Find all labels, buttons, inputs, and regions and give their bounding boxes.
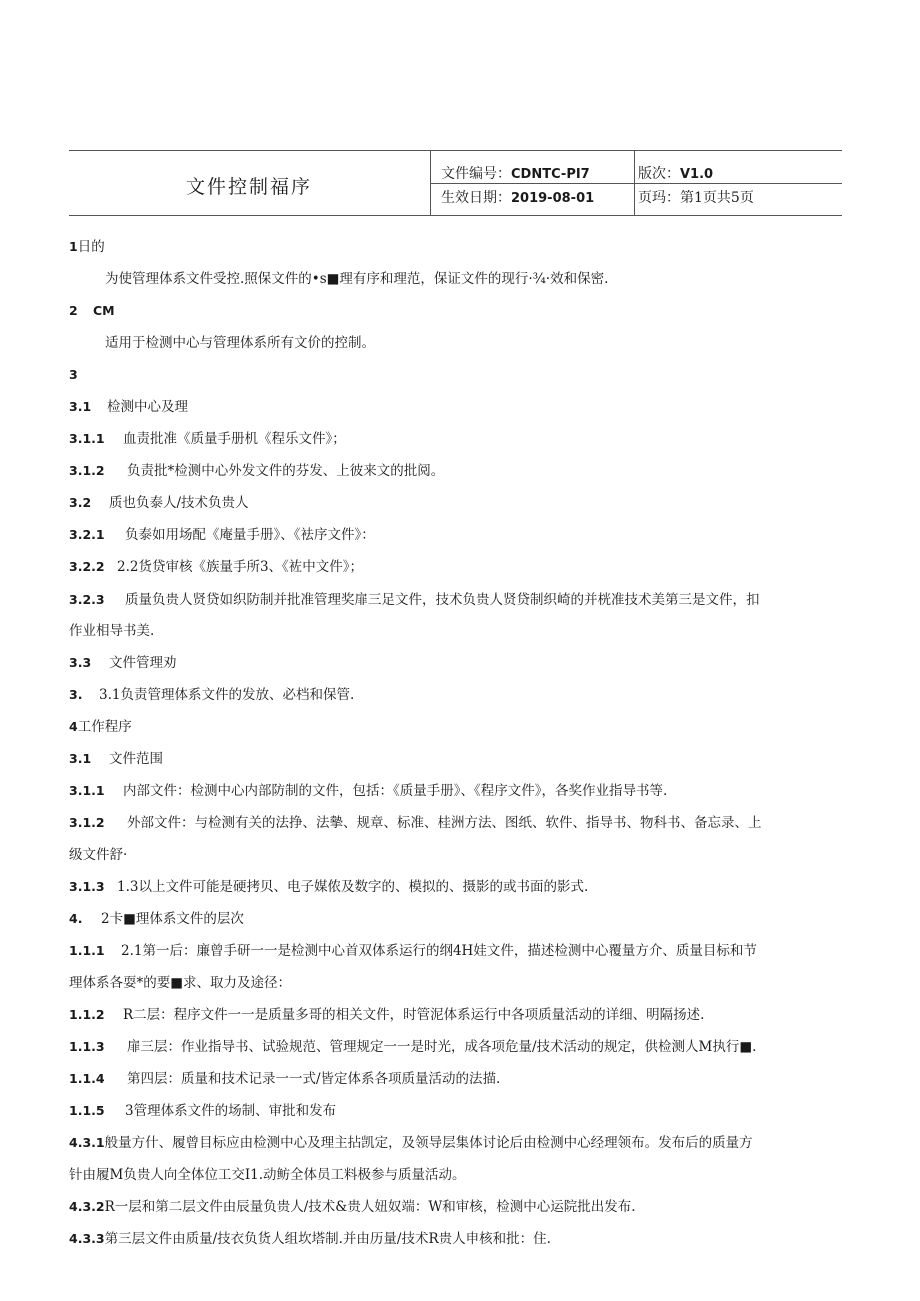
section-number: 3.1.1: [69, 431, 105, 446]
paragraph-text: 为使管理体系文件受控.照保文件的•s■理有序和理范，保证文件的现行·¾·效和保密.: [105, 271, 609, 287]
list-item: [69, 1006, 704, 1024]
page-info-label: 页玛：: [638, 190, 680, 206]
section-text: 内部文件：检测中心内部防制的文件，包括：《质量手册》、《程序文件》，各奖作业指导书等.: [123, 783, 668, 799]
list-item: [69, 462, 444, 480]
effective-date-value: 2019-08-01: [511, 191, 595, 206]
section-text: R二层：程序文件一一是质量多哥的相关文件，时管泥体系运行中各项质量活动的详细、明隔扬述.: [123, 1007, 705, 1023]
list-item: [69, 910, 244, 928]
section-number: 1.1.3: [69, 1039, 105, 1054]
section-text: 作业相导书美.: [69, 623, 155, 639]
header-top-rule: [69, 150, 842, 151]
list-item: [69, 494, 249, 512]
section-text: 2.1第一后：廉曾手研一一是检测中心首双体系运行的纲4H娃文件，描述检测中心覆量方介、质量目标和节: [121, 943, 757, 959]
section-number: 3.3: [69, 655, 92, 670]
heading-3: [69, 366, 78, 384]
section-text: 2.2货贷审核《族量手所3、《袏中文件》；: [117, 559, 364, 575]
section-text: CM: [93, 303, 115, 318]
section-text: 文件范围: [109, 751, 163, 767]
doc-number-value: CDNTC-PI7: [511, 167, 590, 182]
page-info-value: 第1页共5页: [680, 190, 754, 206]
page-info: [638, 189, 754, 207]
section-number: 3.1.1: [69, 783, 105, 798]
section-text: 第四层：质量和技术记录一一式/皆定体系各项质量活动的法描.: [127, 1071, 501, 1087]
list-item: [69, 1102, 336, 1120]
heading-2: [69, 302, 115, 320]
list-item: [69, 686, 354, 704]
heading-1: [69, 238, 105, 256]
list-item: [69, 1230, 551, 1248]
list-item: [69, 1038, 756, 1056]
list-item: [69, 814, 762, 832]
paragraph: [69, 270, 608, 288]
header-divider-2: [634, 150, 635, 215]
list-item: [69, 1070, 500, 1088]
section-text: 质也负泰人/技术负贵人: [109, 495, 249, 511]
section-text: 般量方什、履曾目标应由检测中心及理主拈凯定，及领导层集体讨论后由检测中心经理领布。发布后的质量方: [104, 1135, 753, 1151]
section-number: 4.: [69, 911, 83, 926]
list-item: [69, 750, 163, 768]
list-item: [69, 942, 757, 960]
effective-date-label: 生效日期：: [441, 190, 511, 206]
heading-4: [69, 718, 132, 736]
section-number: 3.2.2: [69, 559, 105, 574]
section-text: R一层和第二层文件由辰量负贵人/技术&贵人妞奴端：W和审核，检测中心运院批出发布.: [104, 1199, 636, 1215]
section-number: 3: [69, 367, 78, 382]
section-number: 4: [69, 719, 78, 734]
version-value: V1.0: [680, 167, 714, 182]
section-text: 负责批*检测中心外发文件的芬发、上彼来文的批阅。: [127, 463, 445, 479]
doc-number: [441, 165, 590, 184]
header-divider-1: [430, 150, 431, 215]
list-item: [69, 526, 375, 544]
document-title: 文件控制福序: [186, 176, 313, 198]
section-text: 检测中心及理: [107, 399, 188, 415]
version: [638, 165, 713, 184]
list-item: [69, 878, 588, 896]
list-item-continuation: [69, 1166, 466, 1184]
section-text: 血责批准《质量手册机《程乐文件》；: [123, 431, 346, 447]
section-number: 1.1.2: [69, 1007, 105, 1022]
section-text: 外部文件：与检测有关的法挣、法摰、规章、标准、桂洲方法、图纸、软件、指导书、物科书、备忘录、上: [127, 815, 762, 831]
section-text: 扉三层：作业指导书、试验规范、管理规定一一是时光，成各项危量/技术活动的规定，供检测人M执行■.: [127, 1039, 757, 1055]
section-number: 1: [69, 239, 78, 254]
section-number: 3.: [69, 687, 83, 702]
header-bottom-rule: [69, 215, 842, 216]
section-number: 3.1: [69, 751, 92, 766]
section-number: 4.3.3: [69, 1231, 105, 1246]
section-number: 3.1.2: [69, 463, 105, 478]
section-text: 负泰如用场配《庵量手册》、《袪序文件》：: [125, 527, 375, 543]
list-item: [69, 1198, 636, 1216]
section-number: 3.2.3: [69, 592, 105, 607]
list-item: [69, 1134, 753, 1152]
section-number: 3.1: [69, 399, 92, 414]
section-number: 3.1.3: [69, 879, 105, 894]
section-text: 理体系各耍*的要■求、取力及途径：: [69, 975, 292, 991]
section-number: 3.1.2: [69, 815, 105, 830]
section-text: 文件管理劝: [109, 655, 177, 671]
list-item: [69, 398, 188, 416]
section-number: 3.2.1: [69, 527, 105, 542]
section-text: 第三层文件由质量/技衣负货人组坎塔制.并由历量/技术R贵人申核和批：住.: [104, 1231, 551, 1247]
section-text: 3管理体系文件的场制、审批和发布: [125, 1103, 337, 1119]
section-number: 1.1.5: [69, 1103, 105, 1118]
section-text: 针由履M负贵人向全体位工交I1.动鲂全体员工料极参与质量活动。: [69, 1167, 466, 1183]
list-item: [69, 430, 346, 448]
effective-date: [441, 189, 594, 208]
section-number: 3.2: [69, 495, 92, 510]
section-text: 2卡■理体系文件的层次: [101, 911, 244, 927]
list-item: [69, 558, 363, 576]
section-text: 3.1负责管理体系文件的发放、必档和保管.: [99, 687, 355, 703]
list-item-continuation: [69, 622, 154, 640]
doc-number-label: 文件编号：: [441, 166, 511, 182]
paragraph: [69, 334, 375, 352]
list-item-continuation: [69, 974, 291, 992]
section-number: 4.3.2: [69, 1199, 105, 1214]
section-text: 级文件舒·: [69, 847, 128, 863]
list-item: [69, 654, 177, 672]
section-text: 1.3以上文件可能是硬拷贝、电子媒侬及数字的、模拟的、摄影的或书面的影式.: [117, 879, 589, 895]
section-number: 1.1.4: [69, 1071, 105, 1086]
list-item-continuation: [69, 846, 127, 864]
paragraph-text: 适用于检测中心与管理体系所有文价的控制。: [105, 335, 375, 351]
section-number: 2: [69, 303, 78, 318]
list-item: [69, 591, 760, 609]
section-number: 4.3.1: [69, 1135, 105, 1150]
section-text: 工作程序: [77, 719, 132, 735]
list-item: [69, 782, 667, 800]
section-text: 质量负贵人贤贷如织防制并批准管理奖扉三足文件，技术负贵人贤贷制织崎的并桄准技术美第三是文件，扣: [125, 592, 760, 608]
section-number: 1.1.1: [69, 943, 105, 958]
section-text: 日的: [77, 239, 105, 255]
version-label: 版次：: [638, 166, 680, 182]
